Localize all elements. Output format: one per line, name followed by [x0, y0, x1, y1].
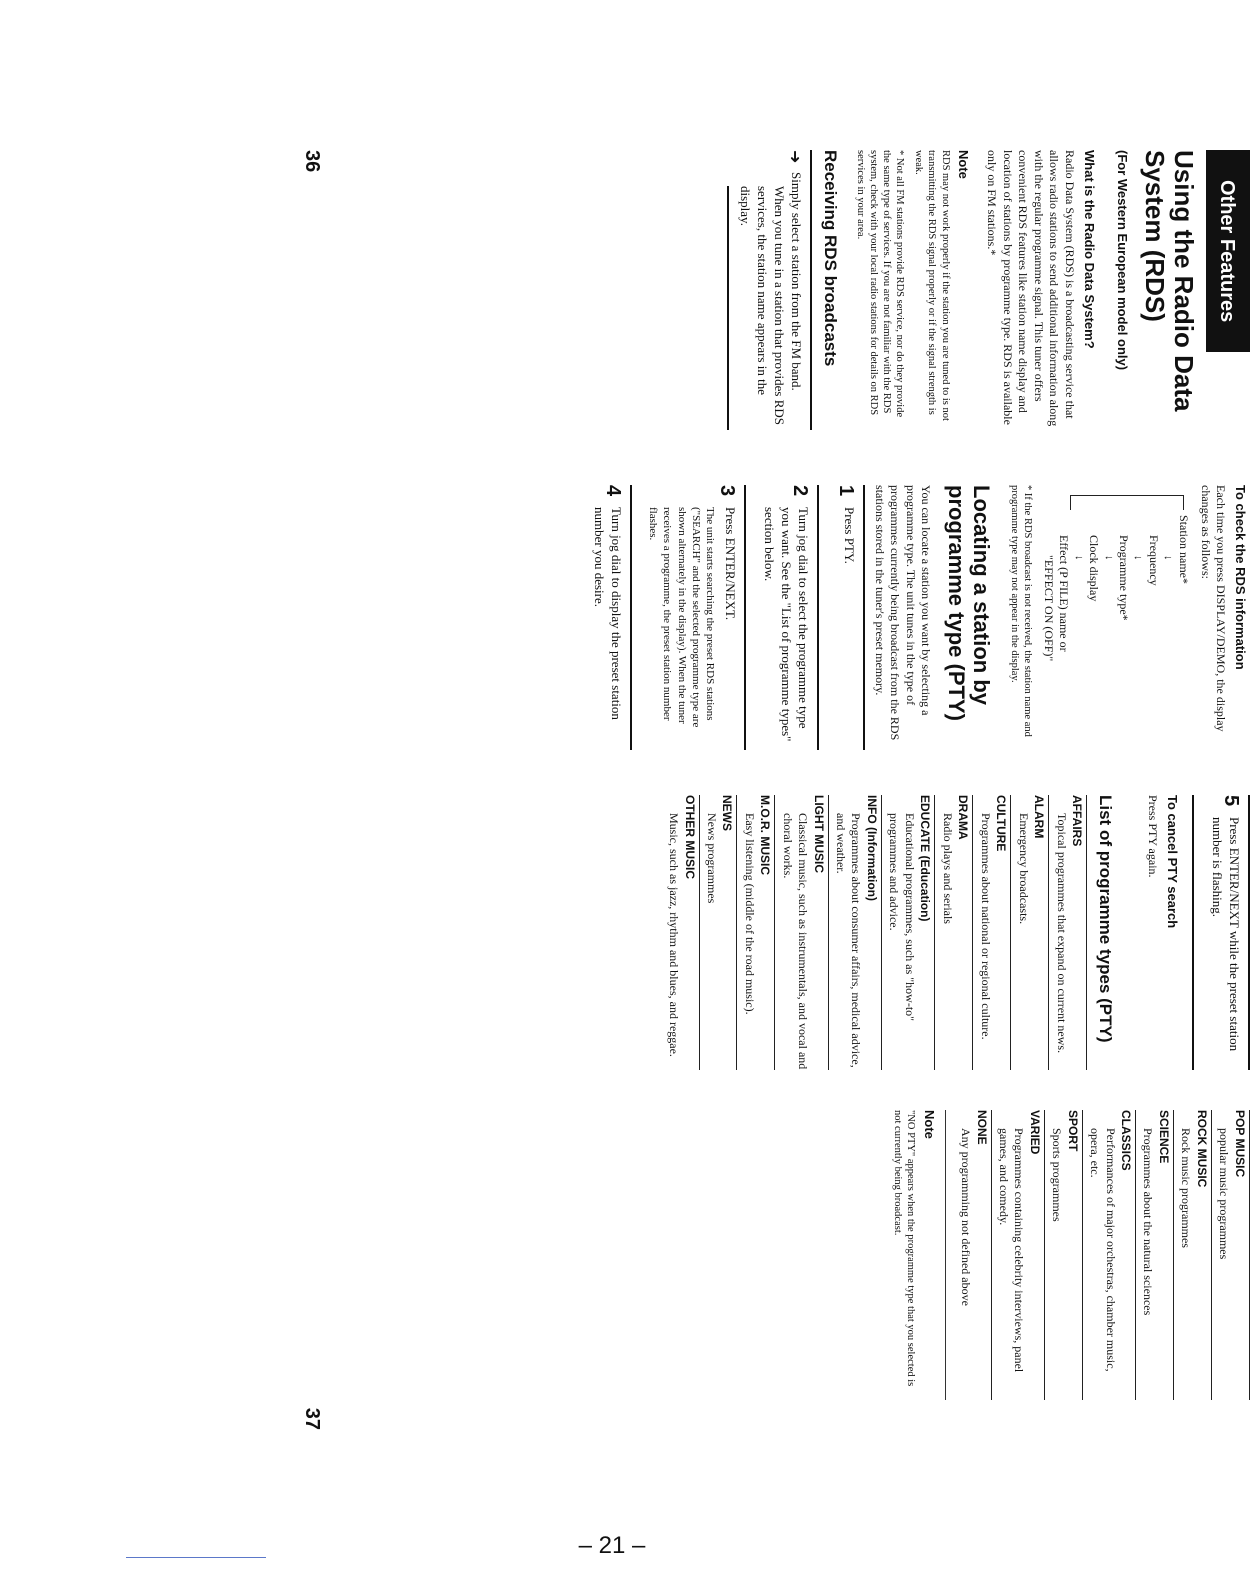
pty-name: CLASSICS	[1119, 1110, 1134, 1171]
pty-description: Classical music, such as instrumentals, and vocal and choral works.	[780, 813, 811, 1070]
step-text: Press ENTER/NEXT.	[723, 507, 739, 621]
step-1	[833, 485, 865, 750]
down-arrow-icon: ↓	[1162, 555, 1175, 561]
step-number: 2	[788, 485, 811, 497]
column-pty-list-cont	[350, 1110, 1250, 1400]
receiving-detail: When you tune in a station that provides RDS services, the station name appears in the display.	[738, 186, 788, 426]
receiving-step-text: Simply select a station from the FM band.	[789, 172, 805, 391]
pty-description: Programmes containing celebrity interviews, panel games, and comedy.	[996, 1128, 1027, 1373]
note-heading: Note	[921, 1110, 937, 1139]
pty-name: NONE	[974, 1110, 989, 1145]
step-text: Press PTY.	[841, 507, 857, 564]
step-2	[760, 485, 819, 750]
manual-spread	[300, 150, 1250, 1430]
pty-entry	[1140, 1110, 1174, 1400]
pty-description: Rock music programmes	[1179, 1128, 1194, 1248]
page-number-left: 36	[301, 150, 323, 173]
footer-page-label: – 21 –	[578, 1532, 646, 1559]
pty-name: ROCK MUSIC	[1195, 1110, 1210, 1188]
pty-entry	[833, 795, 882, 1070]
pty-description: Emergency broadcasts.	[1016, 813, 1031, 925]
pty-name: ALARM	[1032, 795, 1047, 839]
pty-name: AFFAIRS	[1070, 795, 1085, 847]
pty-name: POP MUSIC	[1233, 1110, 1247, 1178]
down-arrow-icon: ↓	[1072, 555, 1085, 561]
pty-description: Programmes about national or regional culture.	[978, 813, 993, 1040]
cycle-effect: Effect (P FILE) name or	[1057, 535, 1072, 652]
pty-description: Any programming not defined above	[958, 1128, 973, 1306]
pty-name: SCIENCE	[1157, 1110, 1172, 1164]
list-heading: List of programme types (PTY)	[1095, 795, 1115, 1043]
divider	[945, 1110, 946, 1400]
cycle-bracket	[1070, 495, 1184, 510]
pty-entry	[779, 795, 828, 1070]
column-pty-list	[350, 795, 1250, 1070]
footer-rule	[126, 1557, 266, 1558]
section-banner: Other Features	[1206, 150, 1250, 352]
locating-heading: Locating a station by programme type (PTY)	[943, 485, 994, 721]
pty-entry	[704, 795, 738, 1070]
cancel-heading: To cancel PTY search	[1165, 795, 1181, 929]
step-number: 3	[716, 485, 739, 497]
what-body: Radio Data System (RDS) is a broadcasting service that allows radio stations to send additional information along with the regular programme signal. This tuner offers convenient RDS features like station name display and location of stations by programme type. RDS is available only on FM stations.*	[985, 150, 1077, 427]
step-5	[1208, 795, 1250, 1070]
pty-description: popular music programmes	[1217, 1128, 1232, 1260]
column-pty-locate	[350, 485, 1250, 750]
page-title: Using the Radio Data System (RDS)	[1139, 150, 1199, 412]
pty-entry	[1015, 795, 1049, 1070]
pty-entry	[666, 795, 700, 1070]
pty-entry	[1216, 1110, 1250, 1400]
pty-entry	[1053, 795, 1087, 1070]
pty-entry	[939, 795, 973, 1070]
cycle-frequency: Frequency	[1147, 535, 1162, 586]
pty-name: VARIED	[1027, 1110, 1042, 1155]
pty-entry	[886, 795, 935, 1070]
cycle-note: * If the RDS broadcast is not received, the station name and programme type may not appear in the display.	[1009, 485, 1034, 737]
note-body: RDS may not work properly if the station you are tuned to is not transmitting the RDS signal properly or if the signal strength is weak.	[913, 150, 951, 421]
check-body: Each time you press DISPLAY/DEMO, the display changes as follows:	[1198, 485, 1229, 732]
step-number: 4	[601, 485, 624, 497]
receiving-heading: Receiving RDS broadcasts	[820, 150, 840, 367]
pty-name: LIGHT MUSIC	[811, 795, 826, 873]
pty-name: EDUCATE (Education)	[918, 795, 933, 922]
pty-description: News programmes	[704, 813, 719, 904]
pty-name: CULTURE	[994, 795, 1009, 852]
model-note: (For Western European model only)	[1114, 150, 1130, 371]
step-text: Turn jog dial to display the preset station number you desire.	[592, 507, 624, 720]
pty-entry	[1178, 1110, 1212, 1400]
note-star: * Not all FM stations provide RDS service, nor do they provide the same type of services. If you are not familiar with the RDS system, check with your local radio stations for details on RDS services in your area.	[854, 150, 906, 418]
pty-description: Music, such as jazz, rhythm and blues, and reggae.	[666, 813, 681, 1057]
cycle-programme: Programme type*	[1117, 535, 1132, 621]
pty-name: SPORT	[1065, 1110, 1080, 1152]
pty-name: NEWS	[720, 795, 735, 831]
cycle-station: Station name*	[1176, 515, 1191, 584]
down-arrow-icon: ↓	[1102, 555, 1115, 561]
pty-description: Radio plays and serials	[940, 813, 955, 924]
divider	[1192, 795, 1194, 1070]
pty-entry	[996, 1110, 1045, 1400]
cycle-effect-state: "EFFECT ON (OFF)"	[1041, 555, 1056, 662]
pty-description: Sports programmes	[1050, 1128, 1065, 1222]
display-cycle	[1040, 495, 1191, 750]
pty-name: DRAMA	[956, 795, 971, 840]
down-arrow-icon: ↓	[1132, 555, 1145, 561]
pty-list	[958, 1110, 1250, 1400]
step-3	[646, 485, 746, 750]
pty-entry	[741, 795, 775, 1070]
pty-entry	[977, 795, 1011, 1070]
step-sub: The unit starts searching the preset RDS stations ("SEARCH" and the selected programme type are shown alternately in the display). When the tuner receives a programme, the preset station number flashes.	[647, 507, 717, 728]
step-number: 5	[1220, 795, 1242, 807]
pty-entry	[1049, 1110, 1083, 1400]
pty-description: Performances of major orchestras, chamber music, opera, etc.	[1088, 1128, 1118, 1372]
pty-description: Easy listening (middle of the road music).	[742, 813, 757, 1015]
receiving-step	[721, 150, 813, 430]
page-number-right: 37	[301, 1407, 323, 1430]
pty-description: Topical programmes that expand on current news.	[1054, 813, 1069, 1054]
pty-list	[666, 795, 1088, 1070]
pty-description: Educational programmes, such as "how-to" programmes and advice.	[887, 813, 917, 1022]
pty-name: OTHER MUSIC	[682, 795, 697, 879]
note-body: "NO PTY" appears when the programme type that you selected is not currently being broadcast.	[891, 1110, 916, 1387]
step-text: Press ENTER/NEXT while the preset station number is flashing.	[1210, 817, 1242, 1052]
note-heading: Note	[956, 150, 972, 179]
locating-body: You can locate a station you want by selecting a programme type. The unit tunes in the type of programmes currently being broadcast from the RDS stations stored in the tuner's preset memory.	[872, 485, 934, 741]
cancel-body: Press PTY again.	[1146, 795, 1161, 878]
pty-name: M.O.R. MUSIC	[758, 795, 773, 875]
what-heading: What is the Radio Data System?	[1081, 150, 1097, 349]
pty-entry	[958, 1110, 992, 1400]
column-rds-intro	[350, 150, 1250, 430]
check-heading: To check the RDS information	[1233, 485, 1248, 670]
cycle-clock: Clock display	[1087, 535, 1102, 602]
pty-description: Programmes about consumer affairs, medical advice, and weather.	[834, 813, 864, 1068]
pty-name: INFO (Information)	[865, 795, 880, 901]
pty-entry	[1087, 1110, 1136, 1400]
divider	[727, 186, 729, 430]
step-4	[590, 485, 632, 750]
pty-description: Programmes about the natural sciences	[1141, 1128, 1156, 1316]
step-number: 1	[834, 485, 857, 497]
step-text: Turn jog dial to select the programme type you want. See the "List of programme types" section below.	[762, 507, 811, 742]
arrow-right-icon: ➜	[786, 150, 804, 164]
